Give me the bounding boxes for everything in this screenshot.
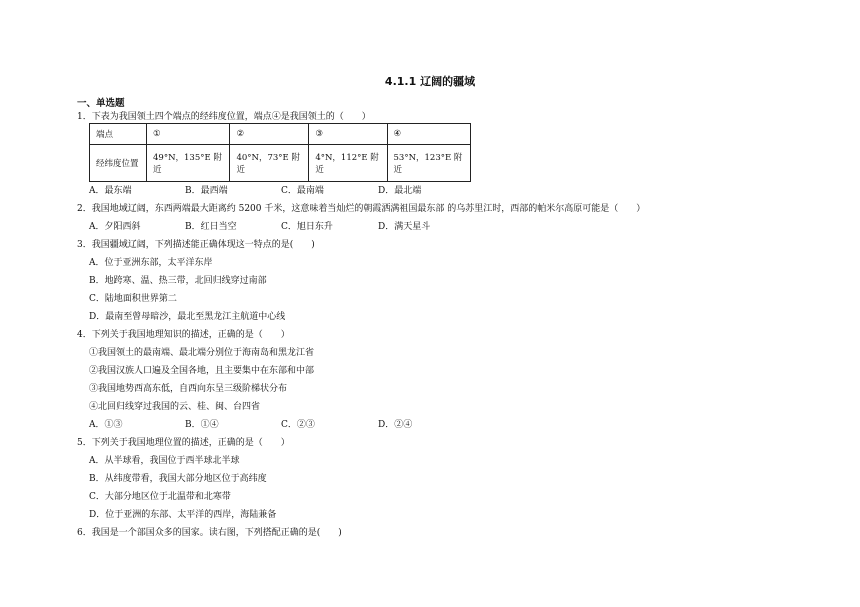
statement-3: ③我国地势西高东低，自西向东呈三级阶梯状分布: [89, 384, 288, 394]
option-a[interactable]: A．位于亚洲东部，太平洋东岸: [89, 258, 213, 268]
option-c[interactable]: C．最南端: [281, 186, 324, 196]
option-b[interactable]: B．红日当空: [185, 222, 237, 232]
option-a[interactable]: A．夕阳西斜: [89, 222, 141, 232]
table-cell: ③: [309, 124, 387, 145]
section-heading: 一、单选题: [77, 98, 125, 109]
table-cell: 53°N，123°E 附近: [387, 145, 470, 182]
question-6-stem: 6．我国是一个部国众多的国家。读右图，下列搭配正确的是( ): [77, 528, 342, 538]
option-b[interactable]: B．地跨寒、温、热三带，北回归线穿过南部: [89, 276, 267, 286]
option-d[interactable]: D．位于亚洲的东部、太平洋的西岸，海陆兼备: [89, 510, 277, 520]
table-cell: 经纬度位置: [90, 145, 147, 182]
option-c[interactable]: C．②③: [281, 420, 315, 430]
option-a[interactable]: A．最东端: [89, 186, 132, 196]
table-cell: 端点: [90, 124, 147, 145]
option-c[interactable]: C．大部分地区位于北温带和北寒带: [89, 492, 231, 502]
option-d[interactable]: D．最南至曾母暗沙，最北至黑龙江主航道中心线: [89, 312, 286, 322]
option-c[interactable]: C．旭日东升: [281, 222, 333, 232]
table-cell: 49°N，135°E 附近: [147, 145, 230, 182]
question-1-table: [89, 123, 471, 182]
table-cell: ②: [230, 124, 309, 145]
option-a[interactable]: A．从半球看，我国位于西半球北半球: [89, 456, 240, 466]
page-title: 4.1.1 辽阔的疆域: [384, 75, 476, 88]
table-header-row: [90, 124, 471, 145]
table-row: [90, 145, 471, 182]
question-4-stem: 4．下列关于我国地理知识的描述，正确的是（ ）: [77, 330, 290, 340]
table-cell: 4°N，112°E 附近: [309, 145, 387, 182]
question-3-stem: 3．我国疆域辽阔，下列描述能正确体现这一特点的是( ): [77, 240, 315, 250]
table-cell: ①: [147, 124, 230, 145]
option-c[interactable]: C．陆地面积世界第二: [89, 294, 177, 304]
option-b[interactable]: B．从纬度带看，我国大部分地区位于高纬度: [89, 474, 267, 484]
option-a[interactable]: A．①③: [89, 420, 123, 430]
statement-1: ①我国领土的最南端、最北端分别位于海南岛和黑龙江省: [89, 348, 315, 358]
option-b[interactable]: B．最西端: [185, 186, 228, 196]
table-cell: ④: [387, 124, 470, 145]
table-cell: 40°N，73°E 附近: [230, 145, 309, 182]
question-2-stem: 2．我国地域辽阔，东西两端最大距离约 5200 千米，这意味着当灿烂的朝霞洒满祖国最东部 的乌苏里江时，西部的帕米尔高原可能是（ ）: [77, 204, 646, 214]
statement-4: ④北回归线穿过我国的云、桂、闽、台四省: [89, 402, 261, 412]
question-1-stem: 1．下表为我国领土四个端点的经纬度位置，端点④是我国领土的（ ）: [77, 112, 371, 122]
option-b[interactable]: B．①④: [185, 420, 219, 430]
statement-2: ②我国汉族人口遍及全国各地，且主要集中在东部和中部: [89, 366, 315, 376]
question-5-stem: 5．下列关于我国地理位置的描述，正确的是（ ）: [77, 438, 290, 448]
option-d[interactable]: D．②④: [378, 420, 413, 430]
option-d[interactable]: D．最北端: [378, 186, 422, 196]
option-d[interactable]: D．满天星斗: [378, 222, 431, 232]
